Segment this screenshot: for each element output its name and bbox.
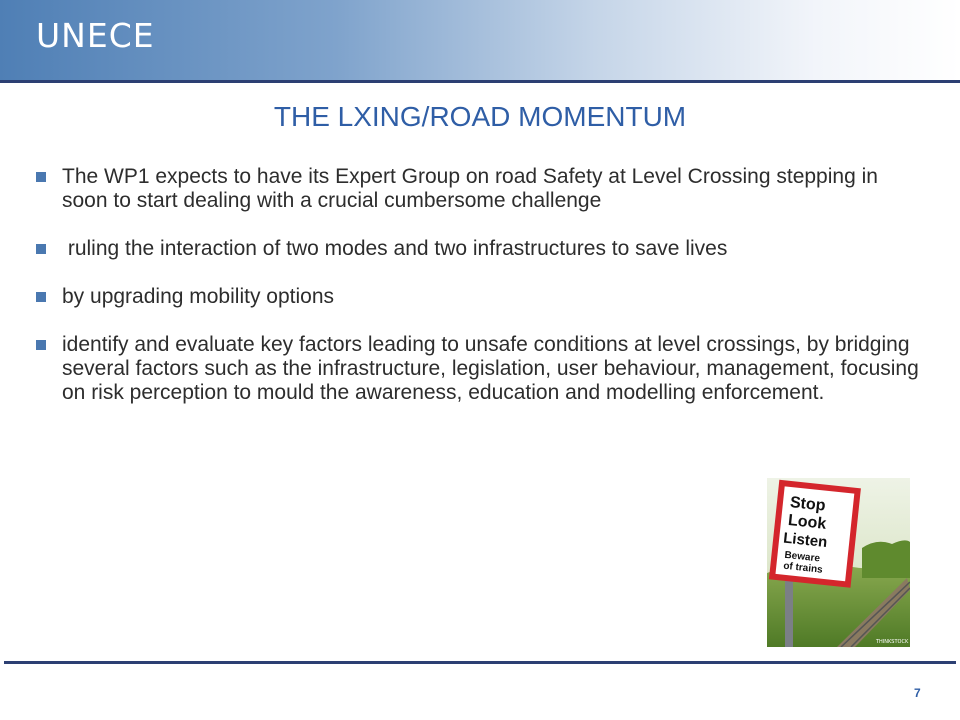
sign-line-look: Look	[787, 511, 828, 533]
sign-line-of-trains: of trains	[782, 560, 824, 576]
photo-credit: THINKSTOCK	[876, 639, 909, 645]
page-number: 7	[914, 686, 921, 700]
footer-divider	[4, 661, 956, 664]
bullet-text: ruling the interaction of two modes and two infrastructures to save lives	[62, 237, 728, 260]
sign-line-stop: Stop	[789, 494, 827, 515]
photo-sign-board	[769, 480, 861, 588]
square-bullet-icon	[36, 172, 46, 182]
bullet-text: by upgrading mobility options	[62, 285, 334, 308]
square-bullet-icon	[36, 292, 46, 302]
bullet-text: The WP1 expects to have its Expert Group on road Safety at Level Crossing stepping in soon to start dealing with a crucial cumbersome challenge	[62, 165, 878, 212]
bullet-item	[36, 285, 926, 309]
level-crossing-sign-photo	[767, 478, 910, 647]
sign-photo-illustration	[767, 478, 910, 647]
sign-line-listen: Listen	[782, 529, 829, 552]
photo-trees	[862, 540, 910, 578]
photo-sign-post	[785, 578, 793, 647]
square-bullet-icon	[36, 340, 46, 350]
bullet-item	[36, 333, 926, 405]
bullet-item	[36, 237, 926, 261]
slide-title: THE LXING/ROAD MOMENTUM	[273, 101, 687, 132]
header-org-title: UNECE	[36, 16, 155, 55]
bullet-list	[36, 165, 926, 429]
bullet-text: identify and evaluate key factors leading to unsafe conditions at level crossings, by bridging several factors such as the infrastructure, legislation, user behaviour, management, focusing on risk perception to mould the awareness, education and modelling enforcement.	[62, 333, 919, 404]
bullet-item	[36, 165, 926, 213]
header-divider	[0, 80, 960, 83]
sign-line-beware: Beware	[783, 549, 821, 565]
square-bullet-icon	[36, 244, 46, 254]
